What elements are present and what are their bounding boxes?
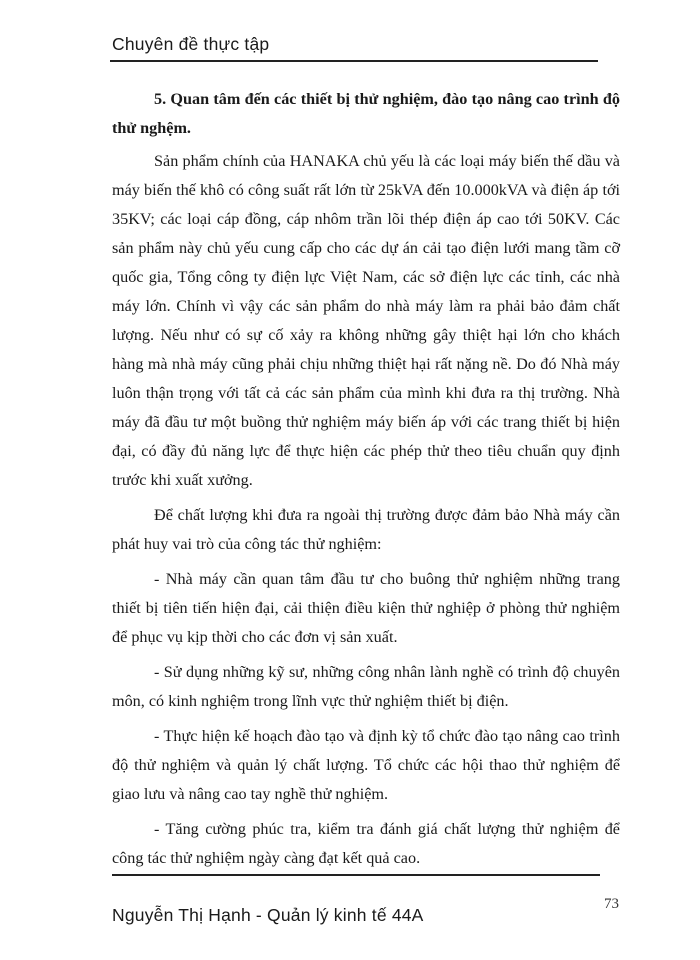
list-item-equipment: - Nhà máy cần quan tâm đầu tư cho buông thử nghiệm những trang thiết bị tiên tiến hiện đại, cải thiện điều kiện thử nghiệp ở phòng thử nghiệm để phục vụ kịp thời cho các đơn vị sản xuất. <box>112 570 620 646</box>
paragraph-intro: Sản phẩm chính của HANAKA chủ yếu là các loại máy biến thế dầu và máy biến thế khô có công suất rất lớn từ 25kVA đến 10.000kVA và điện áp tới 35KV; các loại cáp đồng, cáp nhôm trần lõi thép điện áp cao tới 50KV. Các sản phẩm này chủ yếu cung cấp cho các dự án cải tạo điện lưới mang tầm cỡ quốc gia, Tổng công ty điện lực Việt Nam, các sở điện lực các tỉnh, các nhà máy lớn. Chính vì vậy các sản phẩm do nhà máy làm ra phải bảo đảm chất lượng. Nếu như có sự cố xảy ra không những gây thiệt hại lớn cho khách hàng mà nhà máy cũng phải chịu những thiệt hại rất nặng nề. Do đó Nhà máy luôn thận trọng với tất cả các sản phẩm của mình khi đưa ra thị trường. Nhà máy đã đầu tư một buồng thử nghiệm máy biến áp với các trang thiết bị hiện đại, có đầy đủ năng lực để thực hiện các phép thử theo tiêu chuẩn quy định trước khi xuất xưởng. <box>112 152 620 489</box>
section-heading: 5. Quan tâm đến các thiết bị thử nghiệm, đào tạo nâng cao trình độ thử nghệm. <box>112 90 620 137</box>
list-item-inspection: - Tăng cường phúc tra, kiểm tra đánh giá chất lượng thử nghiệm để công tác thử nghiệm ngày càng đạt kết quả cao. <box>112 820 620 867</box>
page-number: 73 <box>604 896 619 912</box>
list-item-engineers: - Sử dụng những kỹ sư, những công nhân lành nghề có trình độ chuyên môn, có kinh nghiệm trong lĩnh vực thử nghiệm thiết bị điện. <box>112 663 620 710</box>
paragraph-quality: Để chất lượng khi đưa ra ngoài thị trường được đảm bảo Nhà máy cần phát huy vai trò của công tác thử nghiệm: <box>112 506 620 553</box>
header-rule <box>110 60 598 62</box>
list-item-training: - Thực hiện kế hoạch đào tạo và định kỳ tổ chức đào tạo nâng cao trình độ thử nghiệm và quản lý chất lượng. Tổ chức các hội thao thử nghiệm để giao lưu và nâng cao tay nghề thử nghiệm. <box>112 727 620 803</box>
page-header-title: Chuyên đề thực tập <box>112 34 270 54</box>
document-body <box>112 85 620 873</box>
footer-author: Nguyễn Thị Hạnh - Quản lý kinh tế 44A <box>112 905 424 925</box>
footer-rule <box>112 874 600 876</box>
